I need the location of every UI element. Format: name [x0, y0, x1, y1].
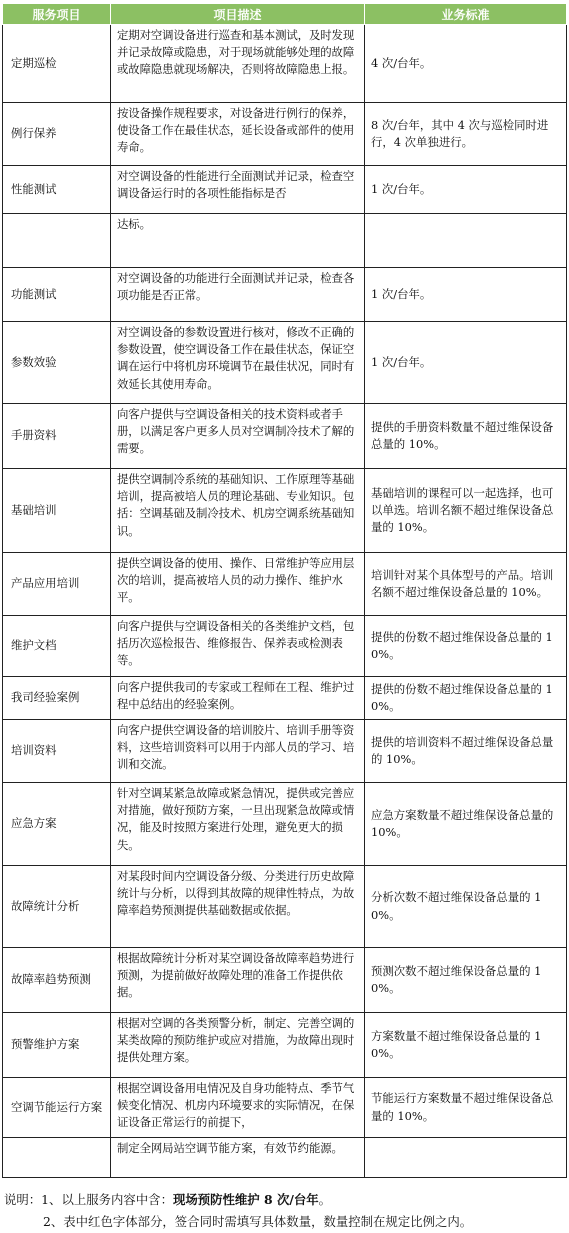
header-description: 项目描述 — [111, 4, 365, 25]
note-prefix: 说明：1、以上服务内容中含： — [4, 1192, 173, 1207]
table-row — [3, 866, 567, 948]
table-row — [3, 1078, 567, 1138]
service-description: 对某段时间内空调设备分级、分类进行历史故障统计与分析，以得到其故障的规律性特点，为故障率趋势预测提供基础数据或依据。 — [111, 866, 365, 948]
header-standard: 业务标准 — [365, 4, 567, 25]
service-description: 向客户提供与空调设备相关的技术资料或者手册，以满足客户更多人员对空调制冷技术了解的需要。 — [111, 404, 365, 469]
service-description: 根据空调设备用电情况及自身功能特点、季节气候变化情况、机房内环境要求的实际情况，在保证设备正常运行的前提下， — [111, 1078, 365, 1138]
service-description: 向客户提供我司的专家或工程师在工程、维护过程中总结出的经验案例。 — [111, 677, 365, 720]
service-item: 性能测试 — [3, 166, 111, 214]
service-item: 故障统计分析 — [3, 866, 111, 948]
service-item: 例行保养 — [3, 103, 111, 166]
service-description: 提供空调设备的使用、操作、日常维护等应用层次的培训，提高被培人员的动力操作、维护水平。 — [111, 553, 365, 616]
service-description: 向客户提供与空调设备相关的各类维护文档，包括历次巡检报告、维修报告、保养表或检测表等。 — [111, 616, 365, 677]
service-item: 产品应用培训 — [3, 553, 111, 616]
table-row — [3, 25, 567, 103]
table-row-continuation — [3, 214, 567, 268]
table-row — [3, 720, 567, 783]
table-row — [3, 616, 567, 677]
table-row — [3, 322, 567, 404]
note-line-2: 2、表中红色字体部分，签合同时需填写具体数量，数量控制在规定比例之内。 — [43, 1214, 473, 1229]
service-standard: 培训针对某个具体型号的产品。培训名额不超过维保设备总量的 10%。 — [365, 553, 567, 616]
service-item: 基础培训 — [3, 469, 111, 553]
service-standard: 分析次数不超过维保设备总量的 10%。 — [365, 866, 567, 948]
service-standard: 节能运行方案数量不超过维保设备总量的 10%。 — [365, 1078, 567, 1138]
service-description: 按设备操作规程要求，对设备进行例行的保养，使设备工作在最佳状态，延长设备或部件的使用寿命。 — [111, 103, 365, 166]
service-description: 达标。 — [111, 214, 365, 268]
service-standard — [365, 214, 567, 268]
service-standard: 提供的份数不超过维保设备总量的 10%。 — [365, 616, 567, 677]
service-item: 我司经验案例 — [3, 677, 111, 720]
service-item — [3, 1138, 111, 1178]
table-row — [3, 783, 567, 866]
service-item: 空调节能运行方案 — [3, 1078, 111, 1138]
service-item: 功能测试 — [3, 268, 111, 322]
service-description: 对空调设备的性能进行全面测试并记录，检查空调设备运行时的各项性能指标是否 — [111, 166, 365, 214]
table-row — [3, 553, 567, 616]
service-standard: 8 次/台年，其中 4 次与巡检同时进行，4 次单独进行。 — [365, 103, 567, 166]
service-description: 向客户提供空调设备的培训胶片、培训手册等资料，这些培训资料可以用于内部人员的学习、培训和交流。 — [111, 720, 365, 783]
service-description: 对空调设备的参数设置进行核对，修改不正确的参数设置，使空调设备工作在最佳状态，保证空调在运行中将机房环境调节在最佳状况，同时有效延长其使用寿命。 — [111, 322, 365, 404]
table-row-continuation — [3, 1138, 567, 1178]
service-item: 手册资料 — [3, 404, 111, 469]
table-row — [3, 166, 567, 214]
service-standard: 提供的份数不超过维保设备总量的 10%。 — [365, 677, 567, 720]
table-row — [3, 404, 567, 469]
service-standard: 1 次/台年。 — [365, 268, 567, 322]
service-description: 根据故障统计分析对某空调设备故障率趋势进行预测，为提前做好故障处理的准备工作提供依据。 — [111, 948, 365, 1013]
table-row — [3, 103, 567, 166]
header-item: 服务项目 — [3, 4, 111, 25]
table-row — [3, 1013, 567, 1078]
service-item: 参数效验 — [3, 322, 111, 404]
note-line-1 — [4, 1192, 331, 1208]
note-suffix: 。 — [318, 1192, 332, 1207]
table-row — [3, 268, 567, 322]
service-item: 维护文档 — [3, 616, 111, 677]
service-table — [2, 3, 567, 1178]
service-standard: 提供的手册资料数量不超过维保设备总量的 10%。 — [365, 404, 567, 469]
service-description: 对空调设备的功能进行全面测试并记录，检查各项功能是否正常。 — [111, 268, 365, 322]
service-description: 提供空调制冷系统的基础知识、工作原理等基础培训，提高被培人员的理论基础、专业知识。包括：空调基础及制冷技术、机房空调系统基础知识。 — [111, 469, 365, 553]
table-row — [3, 469, 567, 553]
note-bold: 现场预防性维护 8 次/台年 — [172, 1192, 319, 1207]
service-standard — [365, 1138, 567, 1178]
service-standard: 基础培训的课程可以一起选择，也可以单选。培训名额不超过维保设备总量的 10%。 — [365, 469, 567, 553]
service-description: 针对空调某紧急故障或紧急情况，提供或完善应对措施，做好预防方案，一旦出现紧急故障或情况，能及时按照方案进行处理，避免更大的损失。 — [111, 783, 365, 866]
service-item: 应急方案 — [3, 783, 111, 866]
service-item: 故障率趋势预测 — [3, 948, 111, 1013]
service-item: 定期巡检 — [3, 25, 111, 103]
service-description: 根据对空调的各类预警分析，制定、完善空调的某类故障的预防维护或应对措施，为故障出现时提供处理方案。 — [111, 1013, 365, 1078]
service-standard: 预测次数不超过维保设备总量的 10%。 — [365, 948, 567, 1013]
service-description: 制定全网局站空调节能方案，有效节约能源。 — [111, 1138, 365, 1178]
service-standard: 提供的培训资料不超过维保设备总量的 10%。 — [365, 720, 567, 783]
service-standard: 1 次/台年。 — [365, 322, 567, 404]
service-standard: 方案数量不超过维保设备总量的 10%。 — [365, 1013, 567, 1078]
service-standard: 4 次/台年。 — [365, 25, 567, 103]
table-header-row — [3, 4, 567, 25]
service-standard: 应急方案数量不超过维保设备总量的 10%。 — [365, 783, 567, 866]
table-row — [3, 677, 567, 720]
service-standard: 1 次/台年。 — [365, 166, 567, 214]
service-item: 预警维护方案 — [3, 1013, 111, 1078]
service-item: 培训资料 — [3, 720, 111, 783]
service-item — [3, 214, 111, 268]
table-row — [3, 948, 567, 1013]
service-description: 定期对空调设备进行巡查和基本测试，及时发现并记录故障或隐患，对于现场就能够处理的故障或故障隐患就现场解决，否则将故障隐患上报。 — [111, 25, 365, 103]
